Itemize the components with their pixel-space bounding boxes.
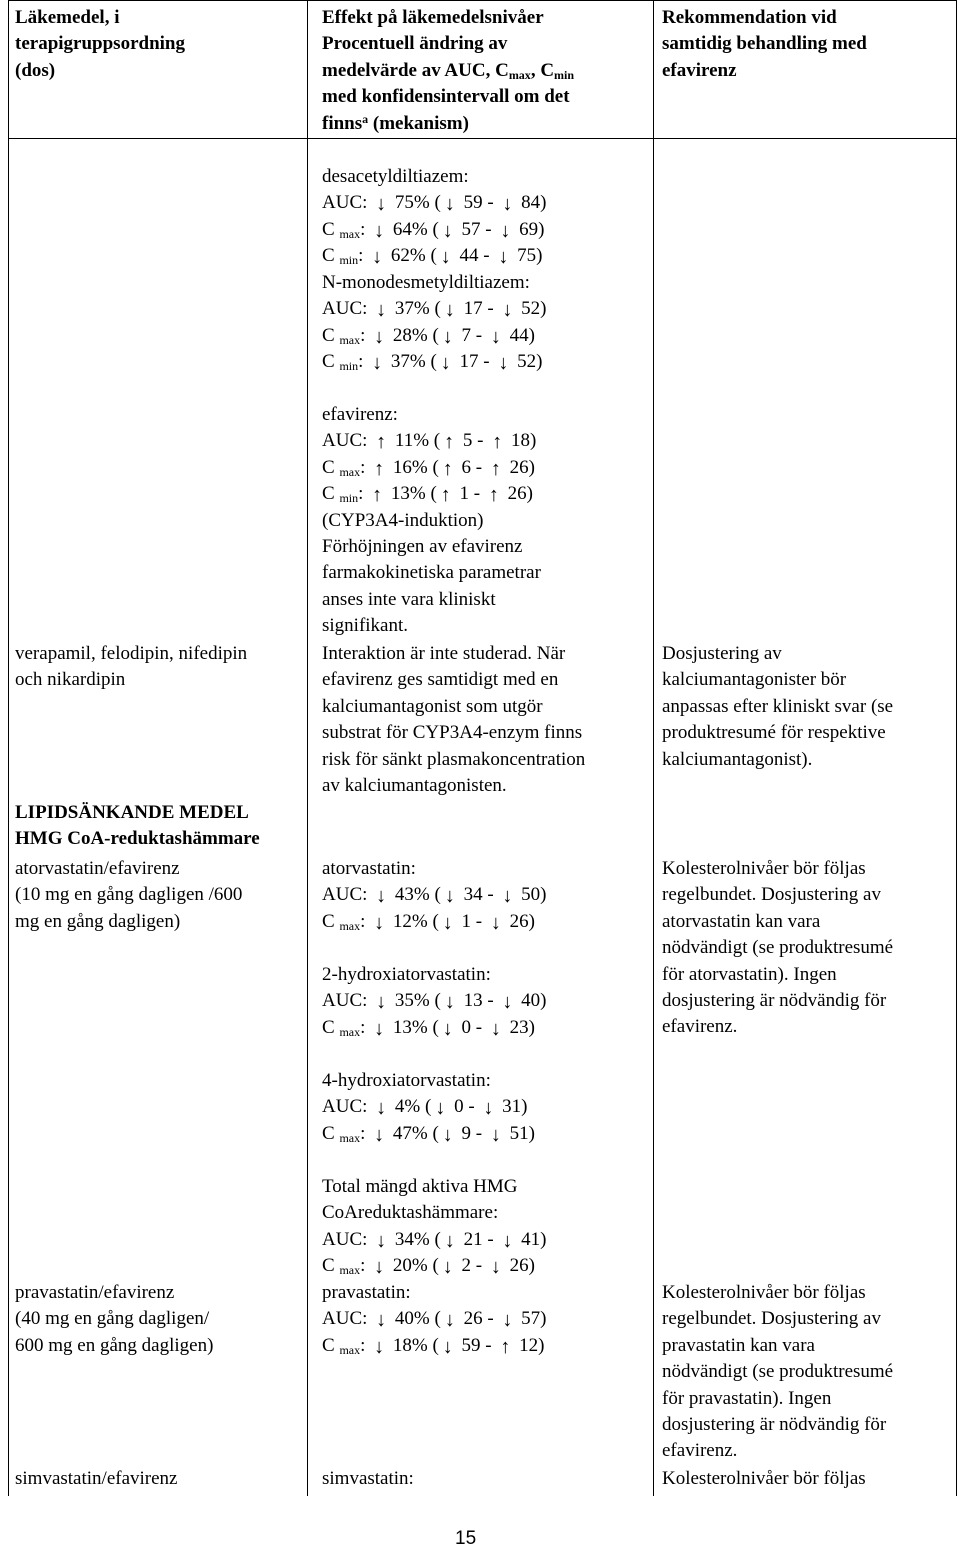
arrow-down-icon: ↓ (490, 1256, 501, 1279)
arrow-up-icon: ↑ (490, 457, 501, 480)
atorvastatin-recommendation-cell: Kolesterolnivåer bör följas regelbundet. Dosjustering av atorvastatin kan vara nödvändigt (se produktresumé för atorvastatin). Ingen dosjustering är nödvändig för efavirenz. (662, 858, 894, 1038)
arrow-down-icon: ↓ (442, 219, 453, 242)
arrow-up-icon: ↑ (488, 484, 499, 507)
arrow-down-icon: ↓ (374, 1123, 385, 1146)
arrow-down-icon: ↓ (444, 1309, 455, 1332)
arrow-down-icon: ↓ (374, 1256, 385, 1279)
column-divider-1 (307, 0, 308, 1496)
pravastatin-recommendation-cell: Kolesterolnivåer bör följas regelbundet. Dosjustering av pravastatin kan vara nödvändigt (se produktresumé för pravastatin). Ingen dosjustering är nödvändig för efavirenz. (662, 1282, 894, 1462)
efavirenz-pk: efavirenz: AUC: ↑ 11% ( ↑ 5 - ↑ 18) C $_{max}$: ↑ 16% ( ↑ 6 - ↑ 26) C $_{min}$: ↑ 13% ( ↑ 1 - ↑ 26) (CYP3A4-induktion) Förhöjningen av efavirenz farmakokinetiska parametrar anses inte vara kliniskt signifikant. (322, 404, 541, 637)
page-number: 15 (455, 1528, 477, 1549)
header-drug: Läkemedel, i terapigruppsordning (dos) (15, 7, 185, 81)
column-divider-2 (653, 0, 654, 1496)
simvastatin-recommendation-cell: Kolesterolnivåer bör följas (662, 1468, 866, 1489)
arrow-down-icon: ↓ (374, 219, 385, 242)
arrow-down-icon: ↓ (442, 325, 453, 348)
calcium-recommendation-cell: Dosjustering av kalciumantagonister bör anpassas efter kliniskt svar (se produktresumé för respektive kalciumantagonist). (662, 643, 894, 770)
arrow-down-icon: ↓ (490, 1017, 501, 1040)
arrow-down-icon: ↓ (490, 325, 501, 348)
arrow-down-icon: ↓ (372, 352, 383, 375)
atorvastatin-drug-cell: atorvastatin/efavirenz (10 mg en gång dagligen /600 mg en gång dagligen) (15, 858, 243, 932)
arrow-down-icon: ↓ (502, 1309, 513, 1332)
arrow-down-icon: ↓ (442, 1256, 453, 1279)
arrow-up-icon: ↑ (500, 1335, 511, 1358)
arrow-up-icon: ↑ (444, 431, 455, 454)
desacetyldiltiazem-pk: desacetyldiltiazem: AUC: ↓ 75% ( ↓ 59 - ↓ 84) C $_{max}$: ↓ 64% ( ↓ 57 - ↓ 69) C $_{min}$: ↓ 62% ( ↓ 44 - ↓ 75) (322, 166, 547, 269)
arrow-down-icon: ↓ (440, 352, 451, 375)
pravastatin-drug-cell: pravastatin/efavirenz (40 mg en gång dagligen/ 600 mg en gång dagligen) (15, 1282, 214, 1356)
atorvastatin-pk: atorvastatin: AUC: ↓ 43% ( ↓ 34 - ↓ 50) C $_{max}$: ↓ 12% ( ↓ 1 - ↓ 26) (322, 858, 547, 934)
arrow-down-icon: ↓ (442, 1017, 453, 1040)
arrow-down-icon: ↓ (440, 246, 451, 269)
calcium-drug-cell: verapamil, felodipin, nifedipin och nikardipin (15, 643, 248, 691)
simvastatin-drug-cell: simvastatin/efavirenz (15, 1468, 178, 1489)
arrow-down-icon: ↓ (374, 1335, 385, 1358)
arrow-down-icon: ↓ (376, 193, 387, 216)
arrow-down-icon: ↓ (498, 352, 509, 375)
table-border-left (8, 0, 9, 1496)
arrow-up-icon: ↑ (372, 484, 383, 507)
arrow-up-icon: ↑ (492, 431, 503, 454)
arrow-down-icon: ↓ (490, 1123, 501, 1146)
hydroxy4-atorvastatin-pk: 4-hydroxiatorvastatin: AUC: ↓ 4% ( ↓ 0 - ↓ 31) C $_{max}$: ↓ 47% ( ↓ 9 - ↓ 51) (322, 1070, 535, 1146)
arrow-down-icon: ↓ (376, 299, 387, 322)
arrow-down-icon: ↓ (483, 1097, 494, 1120)
arrow-up-icon: ↑ (442, 457, 453, 480)
arrow-down-icon: ↓ (376, 1097, 387, 1120)
arrow-up-icon: ↑ (376, 431, 387, 454)
header-divider (8, 138, 957, 139)
arrow-down-icon: ↓ (444, 193, 455, 216)
arrow-down-icon: ↓ (374, 1017, 385, 1040)
arrow-down-icon: ↓ (502, 885, 513, 908)
arrow-down-icon: ↓ (442, 1335, 453, 1358)
pravastatin-pk: pravastatin: AUC: ↓ 40% ( ↓ 26 - ↓ 57) C $_{max}$: ↓ 18% ( ↓ 59 - ↑ 12) (322, 1282, 547, 1358)
arrow-down-icon: ↓ (498, 246, 509, 269)
arrow-down-icon: ↓ (502, 1229, 513, 1252)
arrow-down-icon: ↓ (490, 911, 501, 934)
arrow-down-icon: ↓ (374, 325, 385, 348)
arrow-down-icon: ↓ (376, 1309, 387, 1332)
arrow-down-icon: ↓ (444, 299, 455, 322)
header-effect: Effekt på läkemedelsnivåer Procentuell ändring av medelvärde av AUC, $C_{max}$, $C_{min}$ med konfidensintervall om det finns$^a$ (mekanism) (322, 7, 575, 134)
calcium-effect-cell: Interaktion är inte studerad. När efavirenz ges samtidigt med en kalciumantagonist som utgör substrat för CYP3A4-enzym finns risk för sänkt plasmakoncentration av kalciumantagonisten. (322, 643, 586, 797)
arrow-down-icon: ↓ (376, 885, 387, 908)
arrow-down-icon: ↓ (444, 1229, 455, 1252)
arrow-down-icon: ↓ (444, 991, 455, 1014)
header-recommendation: Rekommendation vid samtidig behandling med efavirenz (662, 7, 867, 81)
table-border-top (8, 0, 957, 1)
table-border-right (956, 0, 957, 1496)
arrow-down-icon: ↓ (435, 1097, 446, 1120)
arrow-down-icon: ↓ (502, 991, 513, 1014)
arrow-down-icon: ↓ (374, 911, 385, 934)
simvastatin-effect-cell: simvastatin: (322, 1468, 414, 1489)
section-heading: LIPIDSÄNKANDE MEDEL HMG CoA-reduktashämmare (15, 802, 260, 850)
arrow-down-icon: ↓ (442, 911, 453, 934)
arrow-down-icon: ↓ (500, 219, 511, 242)
arrow-up-icon: ↑ (440, 484, 451, 507)
n-monodesmetyldiltiazem-pk: N-monodesmetyldiltiazem: AUC: ↓ 37% ( ↓ 17 - ↓ 52) C $_{max}$: ↓ 28% ( ↓ 7 - ↓ 44) C $_{min}$: ↓ 37% ( ↓ 17 - ↓ 52) (322, 272, 547, 375)
arrow-down-icon: ↓ (376, 991, 387, 1014)
hydroxy2-atorvastatin-pk: 2-hydroxiatorvastatin: AUC: ↓ 35% ( ↓ 13 - ↓ 40) C $_{max}$: ↓ 13% ( ↓ 0 - ↓ 23) (322, 964, 547, 1040)
arrow-down-icon: ↓ (372, 246, 383, 269)
total-hmg-pk: Total mängd aktiva HMG CoAreduktashämmare: AUC: ↓ 34% ( ↓ 21 - ↓ 41) C $_{max}$: ↓ 20% ( ↓ 2 - ↓ 26) (322, 1176, 547, 1279)
arrow-down-icon: ↓ (502, 193, 513, 216)
arrow-down-icon: ↓ (376, 1229, 387, 1252)
arrow-down-icon: ↓ (444, 885, 455, 908)
arrow-down-icon: ↓ (442, 1123, 453, 1146)
arrow-down-icon: ↓ (502, 299, 513, 322)
arrow-up-icon: ↑ (374, 457, 385, 480)
